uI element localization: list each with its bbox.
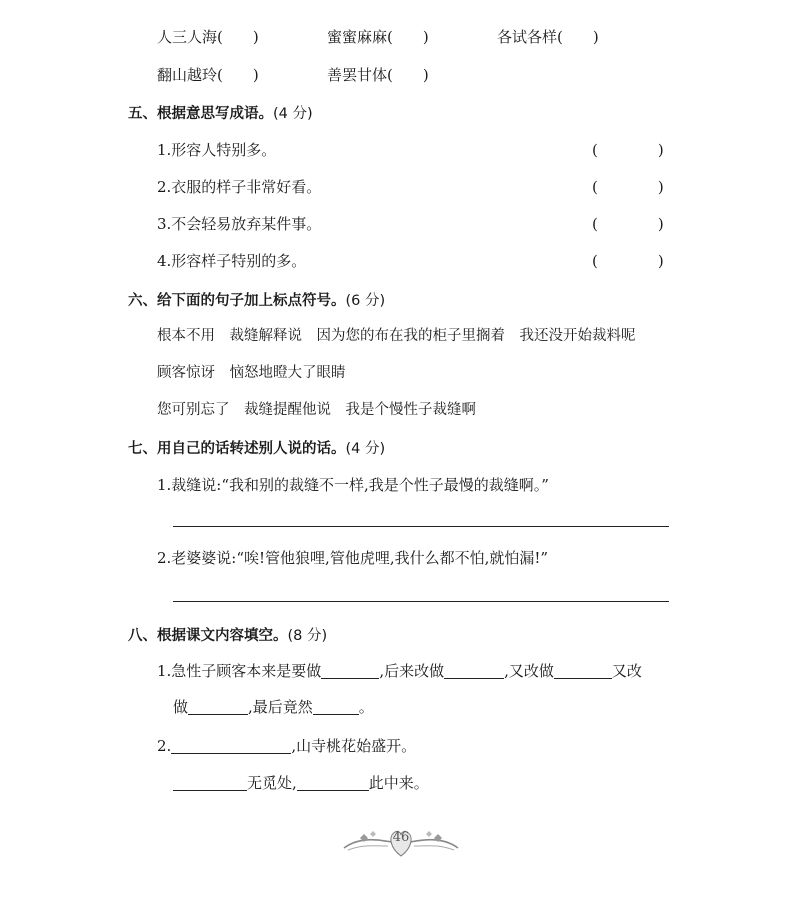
fill-blank[interactable] (444, 662, 504, 679)
section8-q1-line1 (157, 660, 642, 681)
section8-q1-line2 (173, 696, 374, 717)
fill-blank[interactable] (297, 774, 369, 791)
fill-text: 1.急性子顾客本来是要做 (157, 662, 322, 680)
fill-text: 无觅处, (247, 774, 297, 792)
sentence-line: 顾客惊讶 恼怒地瞪大了眼睛 (157, 365, 346, 381)
section7-score: (4 分) (345, 441, 386, 457)
fill-text: 做 (173, 698, 189, 716)
section8-q2-line1 (157, 735, 416, 756)
fill-blank[interactable] (313, 698, 359, 715)
fill-text: 又改 (611, 662, 642, 680)
fill-text: 此中来。 (368, 774, 429, 792)
sentence-line: 根本不用 裁缝解释说 因为您的布在我的柜子里搁着 我还没开始裁料呢 (157, 328, 636, 344)
section5-item: 2.衣服的样子非常好看。 (157, 178, 322, 196)
idiom-item: 人三人海( ) (157, 28, 259, 46)
section7-question: 1.裁缝说:“我和别的裁缝不一样,我是个性子最慢的裁缝啊。” (157, 476, 549, 494)
fill-text: 2. (157, 737, 172, 755)
fill-blank[interactable] (173, 774, 247, 791)
answer-line[interactable] (173, 601, 669, 602)
section5-heading (128, 102, 313, 123)
fill-text: ,最后竟然 (248, 698, 313, 716)
idiom-item: 善罢甘体( ) (327, 66, 429, 84)
answer-paren: ( ) (592, 178, 664, 196)
page-number: 46 (392, 830, 410, 845)
section6-title: 六、给下面的句子加上标点符号。 (128, 293, 346, 309)
section8-q2-line2 (173, 772, 429, 793)
section7-heading (128, 437, 385, 458)
fill-blank[interactable] (188, 698, 248, 715)
fill-text: 。 (358, 698, 374, 716)
idiom-item: 蜜蜜麻麻( ) (327, 28, 429, 46)
section7-question: 2.老婆婆说:“唉!管他狼哩,管他虎哩,我什么都不怕,就怕漏!” (157, 549, 549, 567)
section6-heading (128, 289, 385, 310)
section6-score: (6 分) (345, 293, 386, 309)
answer-paren: ( ) (592, 215, 664, 233)
fill-text: ,又改做 (504, 662, 554, 680)
section5-score: (4 分) (273, 106, 313, 122)
answer-line[interactable] (173, 526, 669, 527)
section8-score: (8 分) (287, 628, 328, 644)
answer-paren: ( ) (592, 141, 664, 159)
section5-title: 五、根据意思写成语。 (128, 106, 273, 122)
fill-blank[interactable] (554, 662, 612, 679)
page-number-ornament (340, 826, 462, 858)
section8-title: 八、根据课文内容填空。 (128, 628, 288, 644)
section8-heading (128, 624, 327, 645)
fill-text: ,后来改做 (379, 662, 445, 680)
section5-item: 3.不会轻易放弃某件事。 (157, 215, 322, 233)
section5-item: 1.形容人特别多。 (157, 141, 277, 159)
answer-paren: ( ) (592, 252, 664, 270)
section7-title: 七、用自己的话转述别人说的话。 (128, 441, 346, 457)
fill-blank[interactable] (321, 662, 379, 679)
fill-blank[interactable] (171, 737, 291, 754)
idiom-item: 各试各样( ) (497, 28, 599, 46)
sentence-line: 您可别忘了 裁缝提醒他说 我是个慢性子裁缝啊 (157, 402, 476, 418)
section5-item: 4.形容样子特别的多。 (157, 252, 307, 270)
idiom-item: 翻山越玲( ) (157, 66, 259, 84)
fill-text: ,山寺桃花始盛开。 (291, 737, 417, 755)
